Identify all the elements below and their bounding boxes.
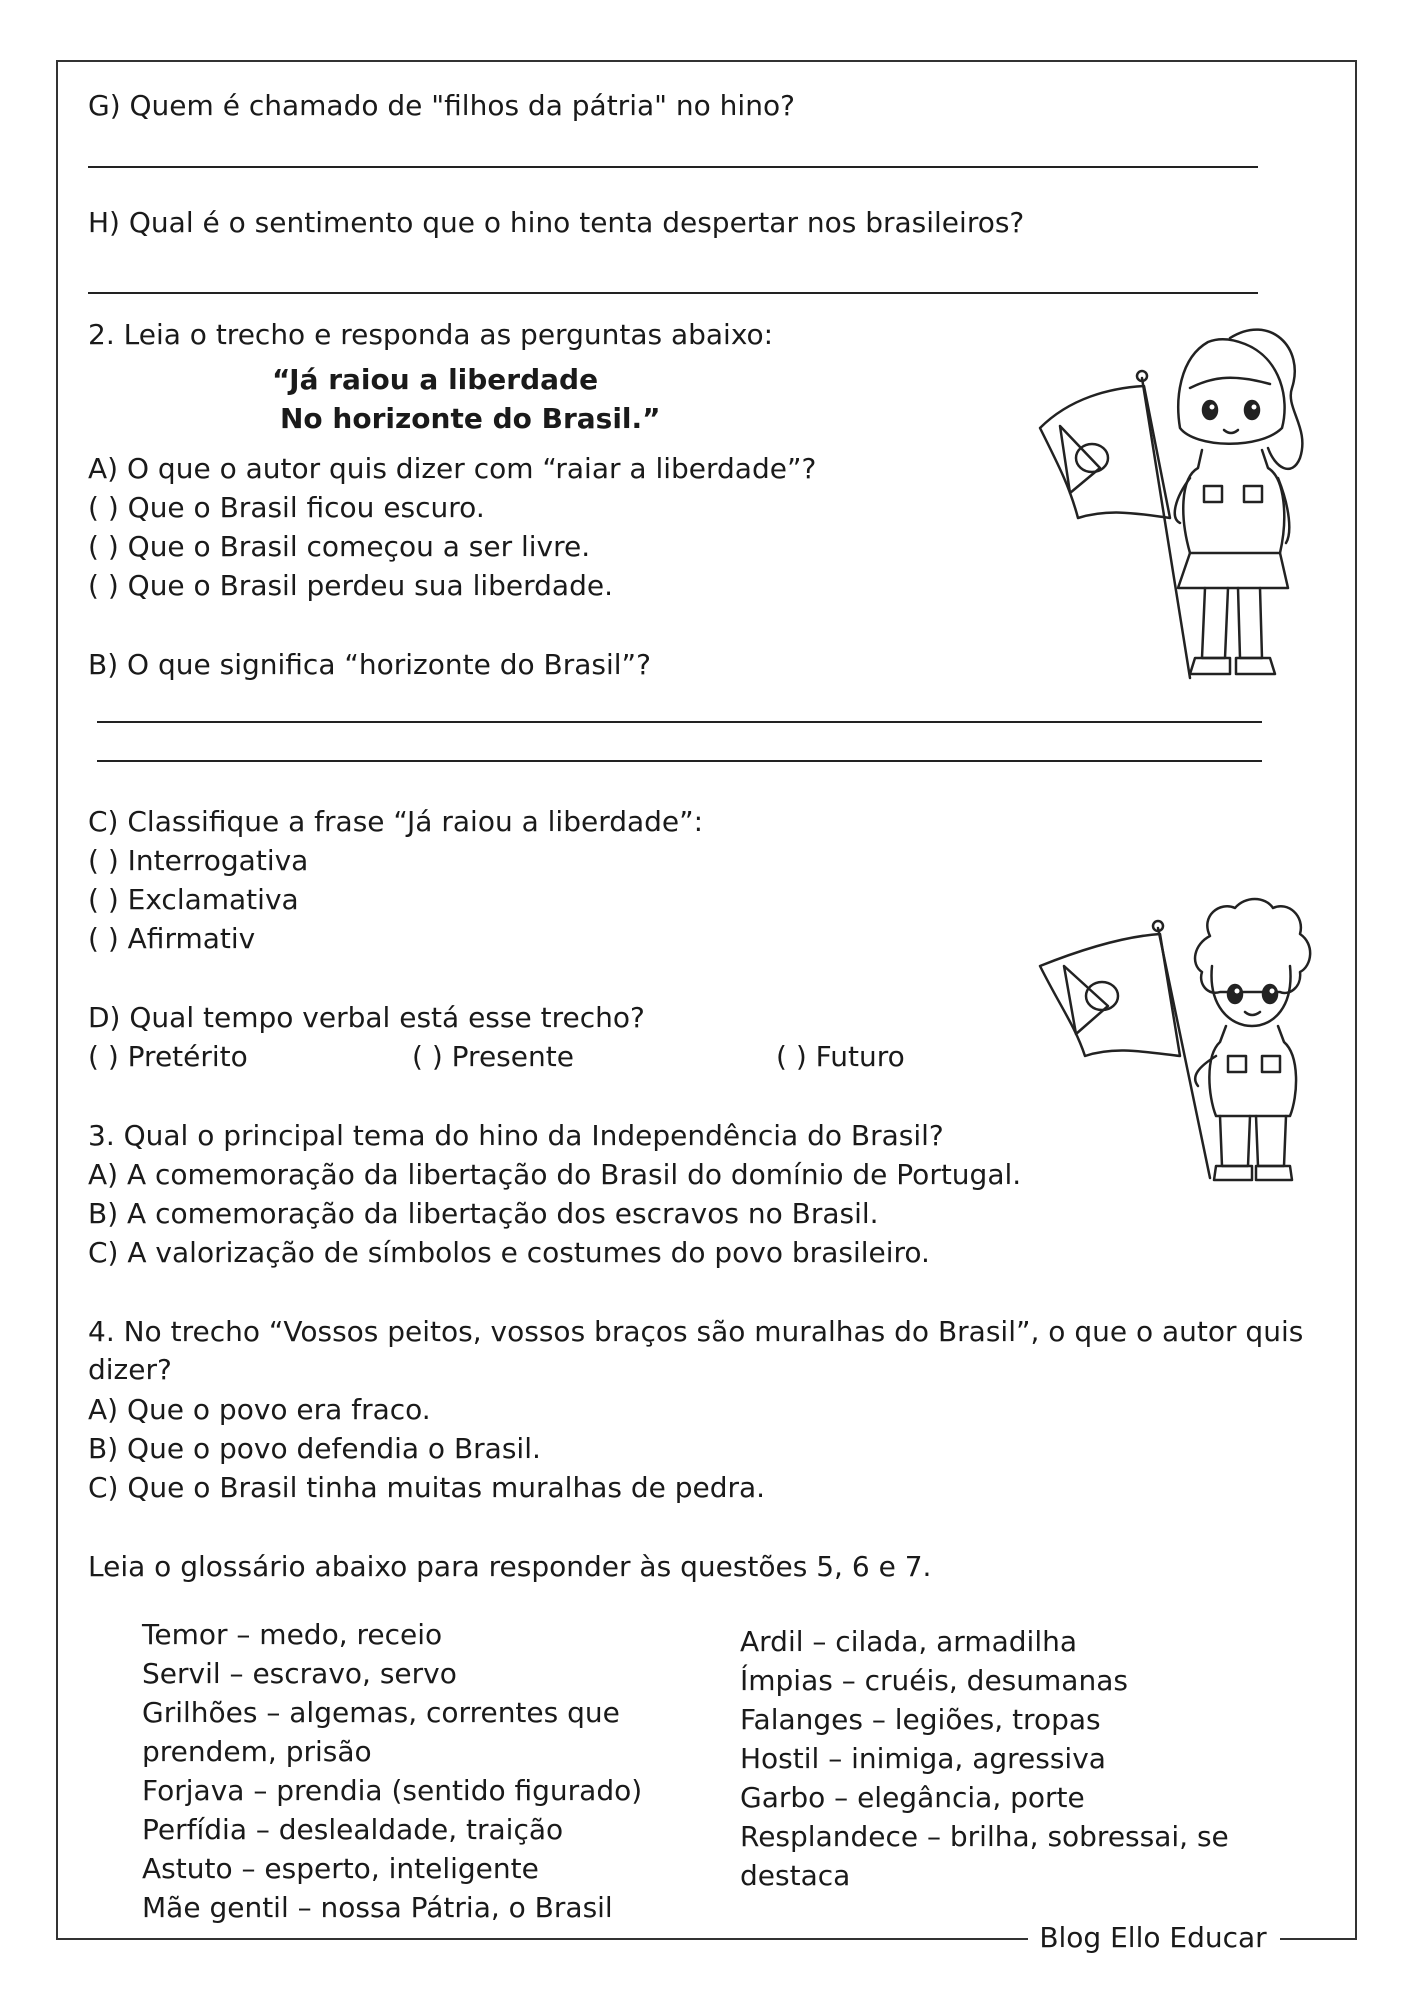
glossary-left-item: Perfídia – deslealdade, traição	[142, 1813, 564, 1846]
option-3b[interactable]: B) A comemoração da libertação dos escravos no Brasil.	[88, 1197, 879, 1230]
option-4a[interactable]: A) Que o povo era fraco.	[88, 1393, 431, 1426]
glossary-left-item: Temor – medo, receio	[142, 1618, 443, 1651]
option-2a-1[interactable]: ( ) Que o Brasil ficou escuro.	[88, 491, 485, 524]
glossary-left-item: Mãe gentil – nossa Pátria, o Brasil	[142, 1891, 613, 1924]
flag-icon	[1040, 934, 1180, 1056]
boy-with-flag-illustration	[1030, 896, 1320, 1186]
glossary-intro: Leia o glossário abaixo para responder às questões 5, 6 e 7.	[88, 1550, 932, 1583]
option-2a-2[interactable]: ( ) Que o Brasil começou a ser livre.	[88, 530, 591, 563]
girl-body	[1183, 450, 1284, 553]
question-4: 4. No trecho “Vossos peitos, vossos braços são muralhas do Brasil”, o que o autor quis dizer?	[88, 1315, 1304, 1386]
girl-head	[1178, 339, 1284, 444]
quote-line-2: No horizonte do Brasil.”	[280, 402, 661, 435]
glossary-left-item: Servil – escravo, servo	[142, 1657, 457, 1690]
glossary-left-item: Astuto – esperto, inteligente	[142, 1852, 539, 1885]
glossary-right-item: Garbo – elegância, porte	[740, 1781, 1085, 1814]
option-2c-2[interactable]: ( ) Exclamativa	[88, 883, 299, 916]
glossary-right-item: Hostil – inimiga, agressiva	[740, 1742, 1106, 1775]
answer-line[interactable]	[97, 721, 1262, 723]
option-2c-1[interactable]: ( ) Interrogativa	[88, 844, 309, 877]
footer-line-left	[56, 1938, 1030, 1940]
flag-icon	[1040, 386, 1170, 518]
boy-body	[1209, 1026, 1296, 1116]
question-2a: A) O que o autor quis dizer com “raiar a liberdade”?	[88, 452, 817, 485]
footer-credit: Blog Ello Educar	[1028, 1918, 1278, 1958]
answer-line[interactable]	[88, 166, 1258, 168]
question-h: H) Qual é o sentimento que o hino tenta despertar nos brasileiros?	[88, 206, 1025, 239]
question-2-intro: 2. Leia o trecho e responda as perguntas abaixo:	[88, 318, 774, 351]
option-4c[interactable]: C) Que o Brasil tinha muitas muralhas de pedra.	[88, 1471, 766, 1504]
option-3c[interactable]: C) A valorização de símbolos e costumes do povo brasileiro.	[88, 1236, 930, 1269]
glossary-right-item: Falanges – legiões, tropas	[740, 1703, 1101, 1736]
glossary-right-item: Ardil – cilada, armadilha	[740, 1625, 1077, 1658]
answer-line[interactable]	[97, 760, 1262, 762]
question-2c: C) Classifique a frase “Já raiou a liberdade”:	[88, 805, 704, 838]
quote-line-1: “Já raiou a liberdade	[272, 363, 599, 396]
option-2d-futuro[interactable]: ( ) Futuro	[776, 1040, 905, 1073]
question-3: 3. Qual o principal tema do hino da Independência do Brasil?	[88, 1119, 944, 1152]
glossary-right-item: Ímpias – cruéis, desumanas	[740, 1664, 1128, 1697]
question-2b: B) O que significa “horizonte do Brasil”?	[88, 648, 651, 681]
question-g: G) Quem é chamado de "filhos da pátria" no hino?	[88, 89, 795, 122]
option-2d-presente[interactable]: ( ) Presente	[412, 1040, 574, 1073]
question-2d: D) Qual tempo verbal está esse trecho?	[88, 1001, 645, 1034]
glossary-left-item: Grilhões – algemas, correntes que	[142, 1696, 620, 1729]
option-2a-3[interactable]: ( ) Que o Brasil perdeu sua liberdade.	[88, 569, 613, 602]
answer-line[interactable]	[88, 292, 1258, 294]
option-2d-preterito[interactable]: ( ) Pretérito	[88, 1040, 248, 1073]
glossary-left-item: Forjava – prendia (sentido figurado)	[142, 1774, 643, 1807]
glossary-right-item: Resplandece – brilha, sobressai, se	[740, 1820, 1229, 1853]
glossary-left-item: prendem, prisão	[142, 1735, 372, 1768]
option-2c-3[interactable]: ( ) Afirmativ	[88, 922, 256, 955]
boy-head	[1212, 966, 1291, 1026]
glossary-right-item: destaca	[740, 1859, 851, 1892]
footer-line-right	[1280, 1938, 1357, 1940]
option-4b[interactable]: B) Que o povo defendia o Brasil.	[88, 1432, 541, 1465]
girl-with-flag-illustration	[1030, 318, 1320, 684]
option-3a[interactable]: A) A comemoração da libertação do Brasil do domínio de Portugal.	[88, 1158, 1022, 1191]
flag-pole	[1142, 378, 1190, 678]
